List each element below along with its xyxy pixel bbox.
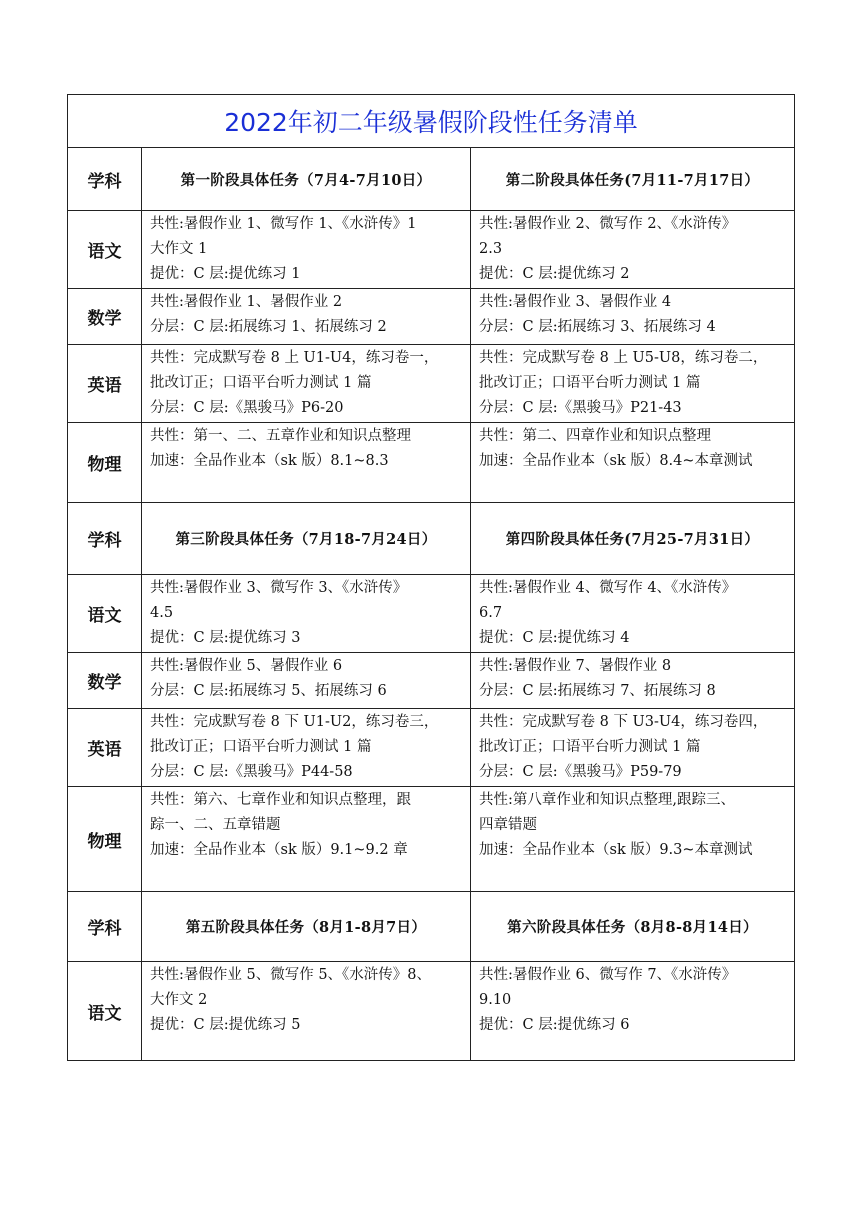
task-line: 加速：全品作业本（sk 版）9.1~9.2 章: [150, 842, 408, 858]
task-line: 共性：完成默写卷 8 上 U1-U4，练习卷一，: [150, 350, 439, 366]
stage-header-row: [68, 148, 795, 211]
task-line: 加速：全品作业本（sk 版）8.1~8.3: [150, 453, 389, 469]
task-line: 加速：全品作业本（sk 版）9.3~本章测试: [479, 842, 753, 858]
stage-heading: 第三阶段具体任务（7月18-7月24日）: [142, 503, 471, 575]
subject-header: 学科: [68, 503, 142, 575]
task-line: 共性：完成默写卷 8 下 U1-U2，练习卷三，: [150, 714, 439, 730]
task-line: 提优：C 层:提优练习 3: [150, 630, 301, 646]
task-line: 共性：第六、七章作业和知识点整理，跟: [150, 792, 411, 808]
stage-heading: 第二阶段具体任务(7月11-7月17日）: [471, 148, 795, 211]
task-line: 共性：完成默写卷 8 上 U5-U8，练习卷二，: [479, 350, 768, 366]
task-line: 提优：C 层:提优练习 6: [479, 1017, 630, 1033]
subject-name: 数学: [68, 653, 142, 709]
task-line: 分层：C 层:拓展练习 5、拓展练习 6: [150, 683, 387, 699]
subject-row: [68, 211, 795, 289]
subject-name: 物理: [68, 787, 142, 892]
task-line: 共性:暑假作业 1、微写作 1、《水浒传》1: [150, 216, 417, 232]
subject-header: 学科: [68, 148, 142, 211]
task-line: 共性:暑假作业 7、暑假作业 8: [479, 658, 672, 674]
task-line: 共性：第一、二、五章作业和知识点整理: [150, 428, 411, 444]
task-cell: [142, 787, 471, 892]
task-line: 9.10: [479, 992, 512, 1008]
task-line: 6.7: [479, 605, 503, 621]
task-cell: [471, 345, 795, 423]
subject-row: [68, 423, 795, 503]
task-cell: [142, 423, 471, 503]
subject-header: 学科: [68, 892, 142, 962]
subject-name: 语文: [68, 211, 142, 289]
task-line: 批改订正；口语平台听力测试 1 篇: [479, 739, 701, 755]
task-line: 分层：C 层:《黑骏马》P44-58: [150, 764, 353, 780]
task-cell: [471, 787, 795, 892]
subject-name: 数学: [68, 289, 142, 345]
stage-heading: 第六阶段具体任务（8月8-8月14日）: [471, 892, 795, 962]
task-line: 提优：C 层:提优练习 1: [150, 266, 301, 282]
title-row: [68, 95, 795, 148]
task-line: 共性:暑假作业 6、微写作 7、《水浒传》: [479, 967, 737, 983]
task-line: 批改订正；口语平台听力测试 1 篇: [479, 375, 701, 391]
subject-name: 物理: [68, 423, 142, 503]
task-line: 批改订正；口语平台听力测试 1 篇: [150, 739, 372, 755]
subject-name: 语文: [68, 575, 142, 653]
stage-header-row: [68, 892, 795, 962]
task-line: 共性：完成默写卷 8 下 U3-U4，练习卷四，: [479, 714, 768, 730]
task-line: 分层：C 层:拓展练习 1、拓展练习 2: [150, 319, 387, 335]
task-cell: [142, 211, 471, 289]
task-line: 提优：C 层:提优练习 2: [479, 266, 630, 282]
task-line: 分层：C 层:《黑骏马》P59-79: [479, 764, 682, 780]
task-cell: [142, 653, 471, 709]
task-line: 共性:暑假作业 3、暑假作业 4: [479, 294, 672, 310]
task-line: 批改订正；口语平台听力测试 1 篇: [150, 375, 372, 391]
task-line: 提优：C 层:提优练习 5: [150, 1017, 301, 1033]
subject-row: [68, 787, 795, 892]
subject-name: 英语: [68, 345, 142, 423]
task-cell: [471, 423, 795, 503]
task-line: 共性：第二、四章作业和知识点整理: [479, 428, 711, 444]
stage-heading: 第一阶段具体任务（7月4-7月10日）: [142, 148, 471, 211]
stage-header-row: [68, 503, 795, 575]
task-cell: [471, 653, 795, 709]
subject-name: 语文: [68, 962, 142, 1061]
task-cell: [142, 709, 471, 787]
task-line: 分层：C 层:《黑骏马》P6-20: [150, 400, 344, 416]
subject-row: [68, 289, 795, 345]
page-title: 2022年初二年级暑假阶段性任务清单: [68, 95, 795, 148]
task-line: 四章错题: [479, 817, 537, 833]
task-line: 大作文 2: [150, 992, 208, 1008]
task-cell: [471, 575, 795, 653]
task-line: 加速：全品作业本（sk 版）8.4~本章测试: [479, 453, 753, 469]
task-cell: [142, 289, 471, 345]
task-line: 提优：C 层:提优练习 4: [479, 630, 630, 646]
task-line: 大作文 1: [150, 241, 208, 257]
task-line: 共性:暑假作业 5、暑假作业 6: [150, 658, 343, 674]
task-cell: [471, 709, 795, 787]
task-line: 2.3: [479, 241, 503, 257]
task-line: 分层：C 层:《黑骏马》P21-43: [479, 400, 682, 416]
task-line: 共性:暑假作业 4、微写作 4、《水浒传》: [479, 580, 737, 596]
stage-heading: 第五阶段具体任务（8月1-8月7日）: [142, 892, 471, 962]
subject-row: [68, 653, 795, 709]
task-line: 共性:第八章作业和知识点整理,跟踪三、: [479, 792, 735, 808]
subject-name: 英语: [68, 709, 142, 787]
task-plan-table: [67, 94, 795, 1061]
task-line: 分层：C 层:拓展练习 3、拓展练习 4: [479, 319, 716, 335]
subject-row: [68, 345, 795, 423]
task-line: 共性:暑假作业 1、暑假作业 2: [150, 294, 343, 310]
task-line: 共性:暑假作业 2、微写作 2、《水浒传》: [479, 216, 737, 232]
task-line: 分层：C 层:拓展练习 7、拓展练习 8: [479, 683, 716, 699]
subject-row: [68, 575, 795, 653]
task-line: 共性:暑假作业 3、微写作 3、《水浒传》: [150, 580, 408, 596]
task-cell: [471, 962, 795, 1061]
task-cell: [142, 575, 471, 653]
task-cell: [142, 962, 471, 1061]
task-line: 共性:暑假作业 5、微写作 5、《水浒传》8、: [150, 967, 432, 983]
subject-row: [68, 962, 795, 1061]
task-cell: [142, 345, 471, 423]
subject-row: [68, 709, 795, 787]
stage-heading: 第四阶段具体任务(7月25-7月31日）: [471, 503, 795, 575]
task-line: 4.5: [150, 605, 174, 621]
task-cell: [471, 289, 795, 345]
task-cell: [471, 211, 795, 289]
task-line: 踪一、二、五章错题: [150, 817, 281, 833]
